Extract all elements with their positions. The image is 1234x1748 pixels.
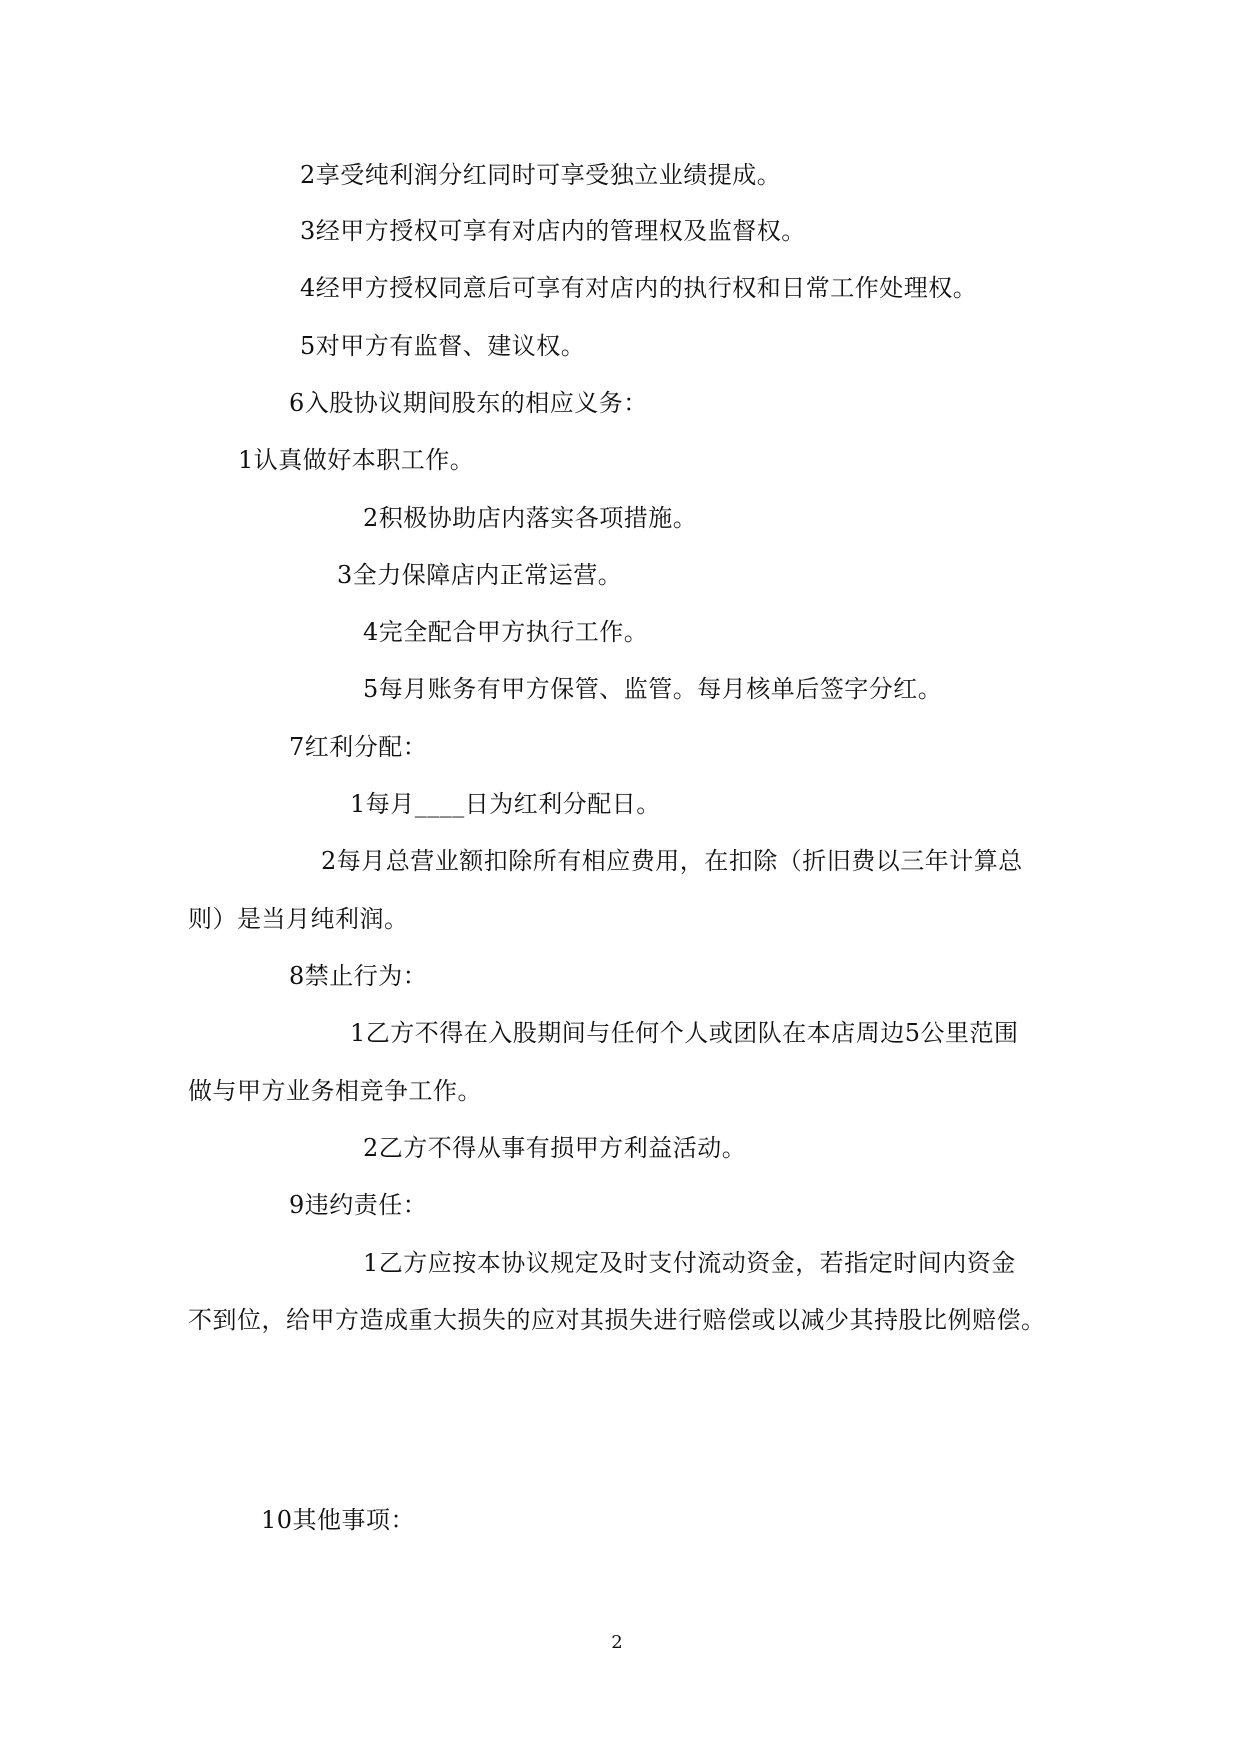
- text-line: 1乙方应按本协议规定及时支付流动资金，若指定时间内资金: [363, 1249, 1016, 1277]
- text-line: 3经甲方授权可享有对店内的管理权及监督权。: [300, 217, 806, 245]
- text-line: 不到位，给甲方造成重大损失的应对其损失进行赔偿或以减少其持股比例赔偿。: [188, 1306, 1046, 1334]
- text-line: 4完全配合甲方执行工作。: [363, 618, 649, 646]
- text-line: 2享受纯利润分红同时可享受独立业绩提成。: [300, 161, 782, 189]
- text-line: 5对甲方有监督、建议权。: [300, 332, 586, 360]
- text-line: 3全力保障店内正常运营。: [337, 561, 623, 589]
- section-heading: 10其他事项：: [261, 1506, 416, 1534]
- text-line: 5每月账务有甲方保管、监管。每月核单后签字分红。: [363, 675, 943, 703]
- text-line: 1乙方不得在入股期间与任何个人或团队在本店周边5公里范围: [350, 1019, 1019, 1047]
- section-heading: 8禁止行为：: [289, 962, 428, 990]
- text-line: 2积极协助店内落实各项措施。: [363, 504, 698, 532]
- text-line: 4经甲方授权同意后可享有对店内的执行权和日常工作处理权。: [300, 274, 978, 302]
- text-line: 2乙方不得从事有损甲方利益活动。: [363, 1134, 747, 1162]
- text-line: 2每月总营业额扣除所有相应费用，在扣除（折旧费以三年计算总: [321, 847, 1023, 875]
- section-heading: 9违约责任：: [289, 1191, 428, 1219]
- section-heading: 7红利分配：: [289, 733, 428, 761]
- section-heading: 6入股协议期间股东的相应义务：: [289, 389, 648, 417]
- text-line: 做与甲方业务相竞争工作。: [188, 1077, 482, 1105]
- page-number: 2: [611, 1632, 623, 1653]
- text-line: 1每月____日为红利分配日。: [350, 790, 661, 818]
- text-line: 则）是当月纯利润。: [188, 905, 409, 933]
- text-line: 1认真做好本职工作。: [238, 446, 475, 474]
